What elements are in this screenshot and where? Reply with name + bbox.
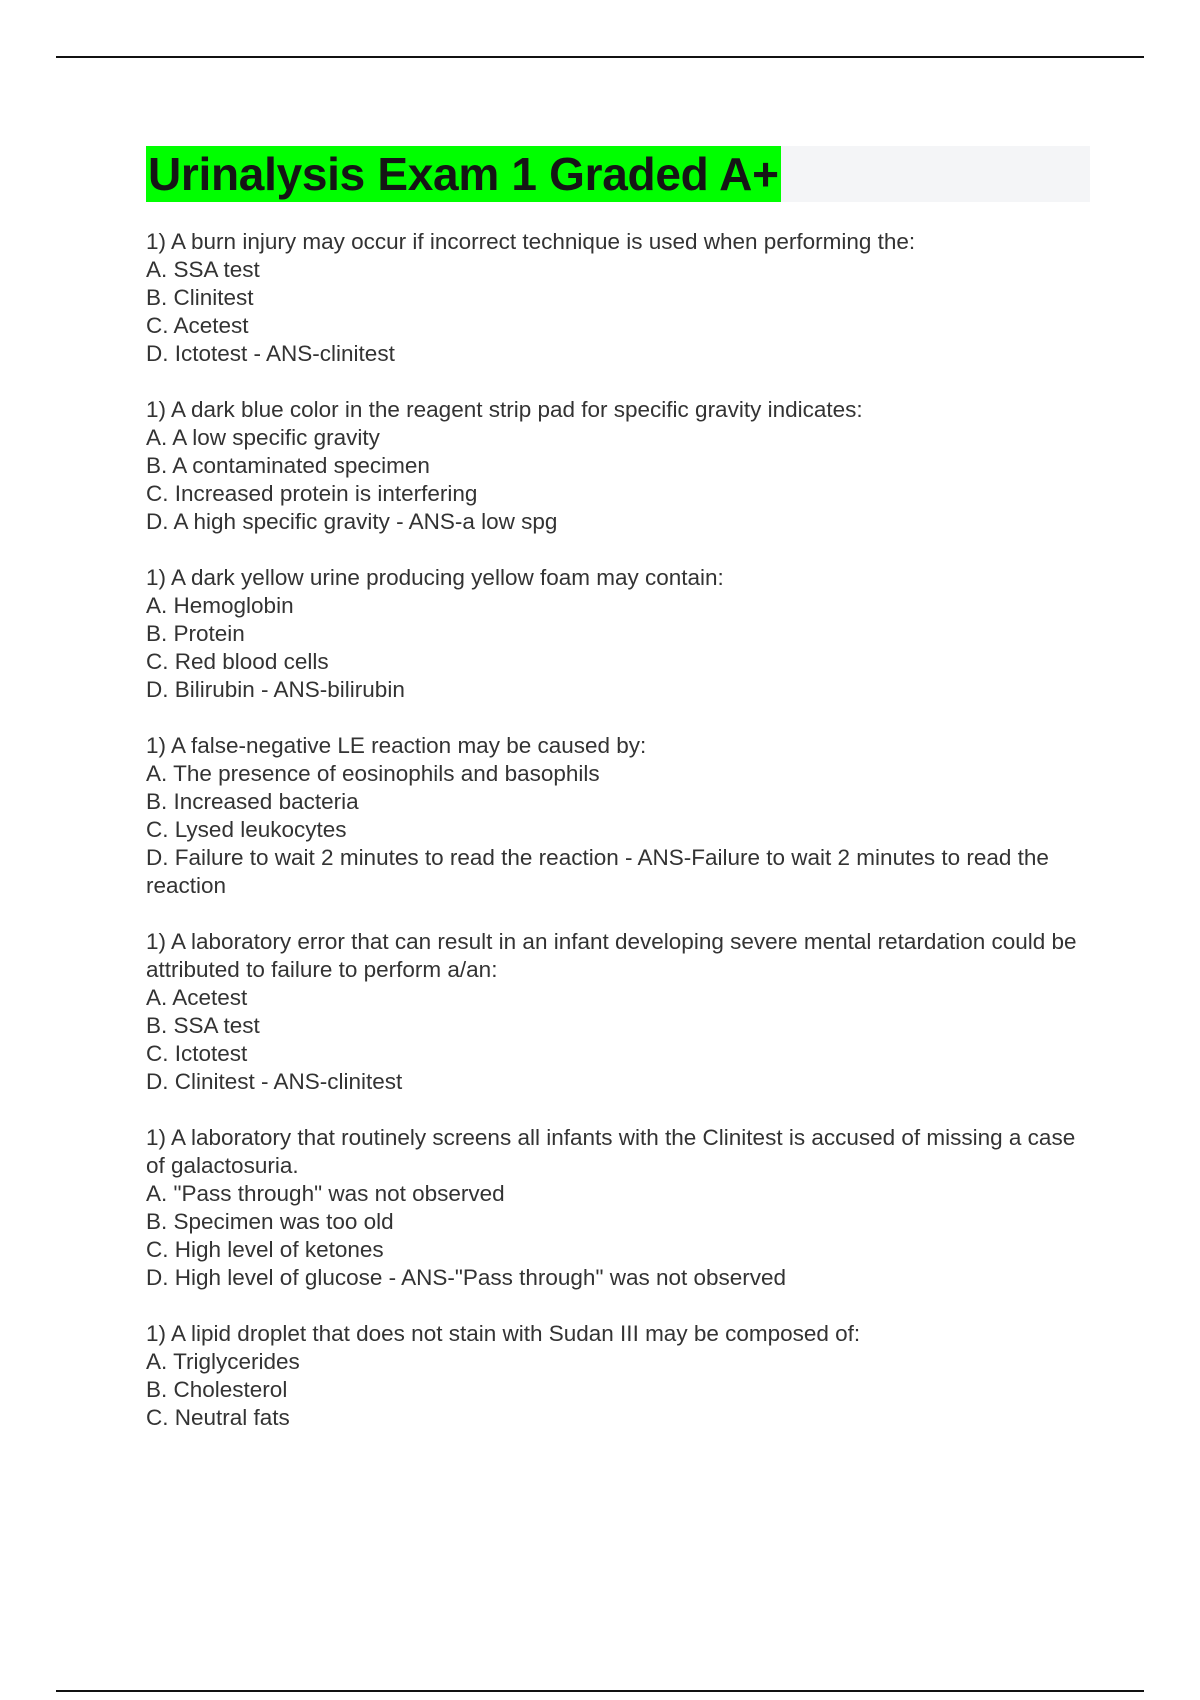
answer-option: B. Clinitest <box>146 285 254 310</box>
answer-option: C. Neutral fats <box>146 1405 290 1430</box>
question-6 <box>146 1124 1086 1292</box>
answer-option: C. Acetest <box>146 313 249 338</box>
question-1 <box>146 228 1086 368</box>
question-2 <box>146 396 1086 536</box>
answer-option: C. High level of ketones <box>146 1237 384 1262</box>
question-prompt: 1) A dark yellow urine producing yellow foam may contain: <box>146 565 724 590</box>
question-4 <box>146 732 1086 900</box>
document-title: Urinalysis Exam 1 Graded A+ <box>148 148 779 200</box>
question-prompt: 1) A laboratory that routinely screens all infants with the Clinitest is accused of missing a case of galactosuria. <box>146 1125 1076 1178</box>
answer-option: B. Specimen was too old <box>146 1209 394 1234</box>
question-7 <box>146 1320 1086 1432</box>
answer-option: A. "Pass through" was not observed <box>146 1181 505 1206</box>
answer-option: D. Ictotest - ANS-clinitest <box>146 341 395 366</box>
answer-option: D. A high specific gravity - ANS-a low spg <box>146 509 558 534</box>
answer-option: D. High level of glucose - ANS-"Pass through" was not observed <box>146 1265 787 1290</box>
answer-option: A. Triglycerides <box>146 1349 300 1374</box>
question-5 <box>146 928 1086 1096</box>
top-rule <box>56 56 1144 58</box>
answer-option: C. Ictotest <box>146 1041 248 1066</box>
answer-option: B. Increased bacteria <box>146 789 359 814</box>
answer-option: C. Red blood cells <box>146 649 329 674</box>
answer-option: B. A contaminated specimen <box>146 453 430 478</box>
question-prompt: 1) A laboratory error that can result in an infant developing severe mental retardation could be attributed to failure to perform a/an: <box>146 929 1077 982</box>
bottom-rule <box>56 1690 1144 1692</box>
question-prompt: 1) A false-negative LE reaction may be caused by: <box>146 733 647 758</box>
question-list <box>146 228 1086 1460</box>
question-3 <box>146 564 1086 704</box>
answer-option: C. Lysed leukocytes <box>146 817 347 842</box>
question-prompt: 1) A burn injury may occur if incorrect technique is used when performing the: <box>146 229 916 254</box>
question-prompt: 1) A lipid droplet that does not stain with Sudan III may be composed of: <box>146 1321 861 1346</box>
answer-option: A. Acetest <box>146 985 248 1010</box>
answer-option: B. SSA test <box>146 1013 260 1038</box>
answer-option: B. Cholesterol <box>146 1377 288 1402</box>
answer-option: B. Protein <box>146 621 245 646</box>
question-prompt: 1) A dark blue color in the reagent strip pad for specific gravity indicates: <box>146 397 863 422</box>
answer-option: C. Increased protein is interfering <box>146 481 478 506</box>
answer-option: D. Bilirubin - ANS-bilirubin <box>146 677 405 702</box>
answer-option: A. The presence of eosinophils and basophils <box>146 761 600 786</box>
answer-option: D. Failure to wait 2 minutes to read the reaction - ANS-Failure to wait 2 minutes to read the reaction <box>146 845 1049 898</box>
answer-option: A. SSA test <box>146 257 260 282</box>
answer-option: A. A low specific gravity <box>146 425 380 450</box>
answer-option: D. Clinitest - ANS-clinitest <box>146 1069 403 1094</box>
answer-option: A. Hemoglobin <box>146 593 294 618</box>
